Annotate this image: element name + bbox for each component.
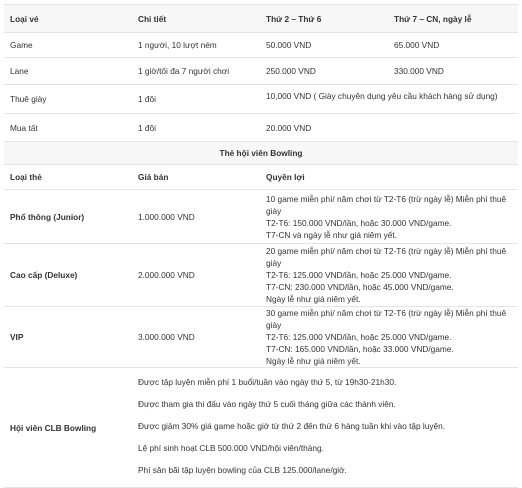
card-benefits [260, 244, 518, 307]
benefit-line: 20 game miễn phí/ năm chơi từ T2-T6 (trừ ngày lễ) Miễn phí thuê giày [266, 246, 507, 268]
ticket-row-socks [4, 114, 518, 142]
benefit-line: T7-CN: 230.000 VND/lần, hoặc 45.000 VND/game. [266, 282, 454, 292]
membership-title: Thẻ hội viên Bowling [4, 142, 518, 165]
benefit-line: T2-T6: 125.000 VND/lần, hoặc 25.000 VND/game. [266, 332, 452, 342]
ticket-type: Mua tất [4, 114, 132, 142]
header-ticket-type: Loại vé [4, 5, 132, 33]
benefit-line: Được giảm 30% giá game hoặc giờ từ thứ 2 đến thứ 6 hàng tuần khi vào tập luyện. [138, 420, 446, 431]
ticket-detail: 1 giờ/tối đa 7 người chơi [132, 58, 260, 85]
card-price: 1.000.000 VND [132, 190, 260, 244]
membership-row-junior [4, 190, 518, 244]
ticket-type: Game [4, 33, 132, 58]
benefit-line: 10 game miễn phí/ năm chơi từ T2-T6 (trừ ngày lễ) Miễn phí thuê giày [266, 193, 507, 216]
benefit-line: Ngày lễ như giá niêm yết. [266, 294, 361, 304]
ticket-row-shoes [4, 85, 518, 114]
benefit-line: Lệ phí sinh hoạt CLB 500.000 VND/hội viên/tháng. [138, 442, 324, 453]
header-weekend: Thứ 7 – CN, ngày lễ [388, 5, 518, 33]
card-type: Hội viên CLB Bowling [4, 368, 132, 488]
header-card-benefits: Quyền lợi [260, 165, 518, 190]
membership-header-row [4, 165, 518, 190]
benefit-line: T2-T6: 125.000 VND/lần, hoặc 25.000 VND/game. [266, 270, 452, 280]
ticket-detail: 1 đôi [132, 114, 260, 142]
card-price: 2.000.000 VND [132, 244, 260, 307]
ticket-type: Thuê giày [4, 85, 132, 114]
club-benefits [132, 368, 518, 488]
ticket-type: Lane [4, 58, 132, 85]
benefit-line: T7-CN: 165.000 VND/lần, hoặc 33.000 VND/game. [266, 344, 454, 354]
header-card-price: Giá bán [132, 165, 260, 190]
ticket-weekday-price: 50.000 VND [260, 33, 388, 58]
ticket-detail: 1 đôi [132, 85, 260, 114]
card-type: Phổ thông (Junior) [4, 190, 132, 244]
ticket-shoes-price: 10,000 VND ( Giày chuyên dụng yêu cầu khách hàng sử dụng) [260, 85, 518, 114]
benefit-line: Ngày lễ như giá niêm yết. [266, 356, 361, 366]
header-weekday: Thứ 2 – Thứ 6 [260, 5, 388, 33]
benefit-line: 30 game miễn phí/ năm chơi từ T2-T6 (trừ ngày lễ) Miễn phí thuê giày [266, 308, 507, 330]
card-price: 3.000.000 VND [132, 307, 260, 368]
card-benefits [260, 190, 518, 244]
membership-row-club [4, 368, 518, 488]
header-card-type: Loại thẻ [4, 165, 132, 190]
ticket-weekday-price: 250.000 VND [260, 58, 388, 85]
benefit-line: Được tham gia thi đấu vào ngày thứ 5 cuối tháng giữa các thành viên. [138, 398, 396, 409]
header-detail: Chi tiết [132, 5, 260, 33]
price-table-container [4, 4, 518, 488]
benefit-line: T2-T6: 150.000 VND/lần, hoặc 30.000 VND/game. [266, 217, 452, 228]
benefit-line: Phí sân bãi tập luyện bowling của CLB 125.000/lane/giờ. [138, 464, 347, 475]
card-type: Cao cấp (Deluxe) [4, 244, 132, 307]
membership-row-vip [4, 307, 518, 368]
card-type: VIP [4, 307, 132, 368]
price-table [4, 4, 518, 488]
card-benefits [260, 307, 518, 368]
benefit-line: Được tập luyện miễn phí 1 buổi/tuần vào ngày thứ 5, từ 19h30-21h30. [138, 376, 397, 387]
ticket-socks-price: 20.000 VND [260, 114, 518, 142]
ticket-header-row [4, 5, 518, 33]
ticket-weekend-price: 65.000 VND [388, 33, 518, 58]
ticket-detail: 1 người, 10 lượt ném [132, 33, 260, 58]
ticket-row-game [4, 33, 518, 58]
membership-section-header [4, 142, 518, 165]
benefit-line: T7-CN và ngày lễ như giá niêm yết. [266, 229, 397, 240]
ticket-row-lane [4, 58, 518, 85]
membership-row-deluxe [4, 244, 518, 307]
ticket-weekend-price: 330.000 VND [388, 58, 518, 85]
